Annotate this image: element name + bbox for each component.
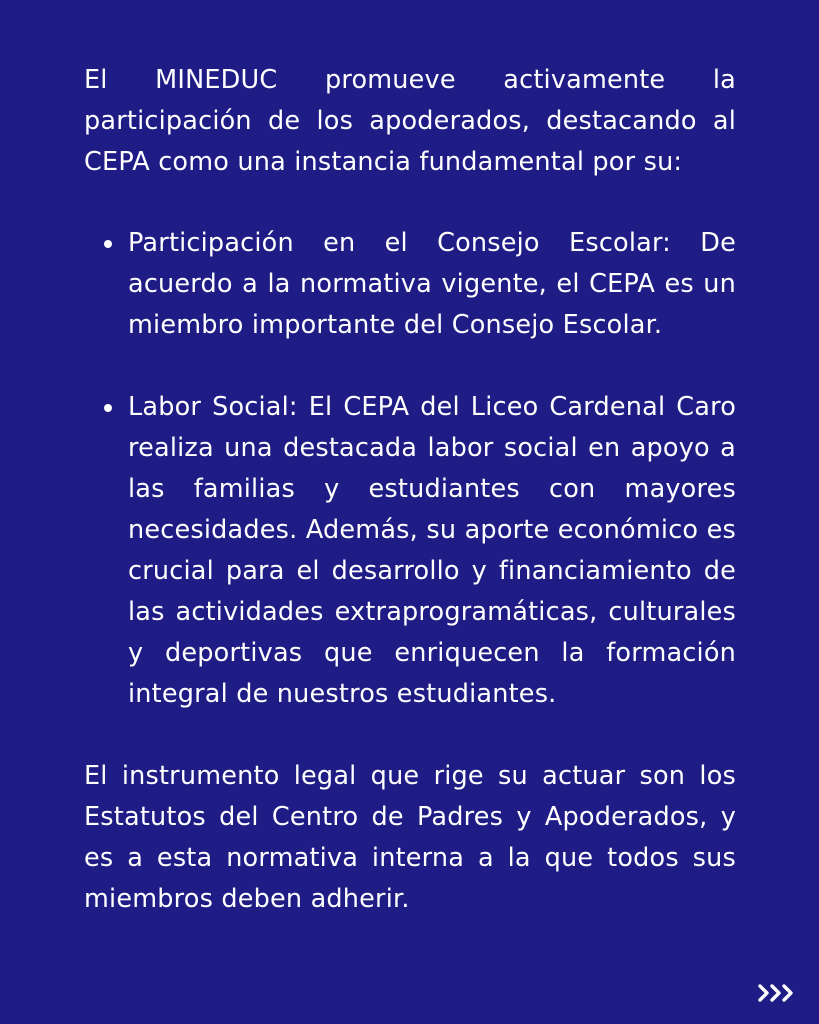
chevrons-right-icon[interactable] (757, 982, 797, 1004)
intro-paragraph: El MINEDUC promueve activamente la participación de los apoderados, destacando al CEPA como una instancia fundamental por su: (84, 65, 736, 177)
bullet-text: Participación en el Consejo Escolar: De acuerdo a la normativa vigente, el CEPA es un miembro importante del Consejo Escolar. (128, 228, 736, 340)
bullet-list (84, 223, 736, 715)
bullet-text: Labor Social: El CEPA del Liceo Cardenal Caro realiza una destacada labor social en apoyo a las familias y estudiantes con mayores necesidades. Además, su aporte económico es crucial para el desarrollo y financiamiento de las actividades extraprogramáticas, culturales y deportivas que enriquecen la formación integral de nuestros estudiantes. (128, 392, 736, 709)
closing-paragraph: El instrumento legal que rige su actuar son los Estatutos del Centro de Padres y Apoderados, y es a esta normativa interna a la que todos sus miembros deben adherir. (84, 761, 736, 914)
bullet-dot-icon (104, 240, 112, 248)
bullet-item-consejo-escolar (84, 223, 736, 346)
document-body (84, 60, 736, 920)
bullet-item-labor-social (84, 387, 736, 715)
bullet-dot-icon (104, 404, 112, 412)
